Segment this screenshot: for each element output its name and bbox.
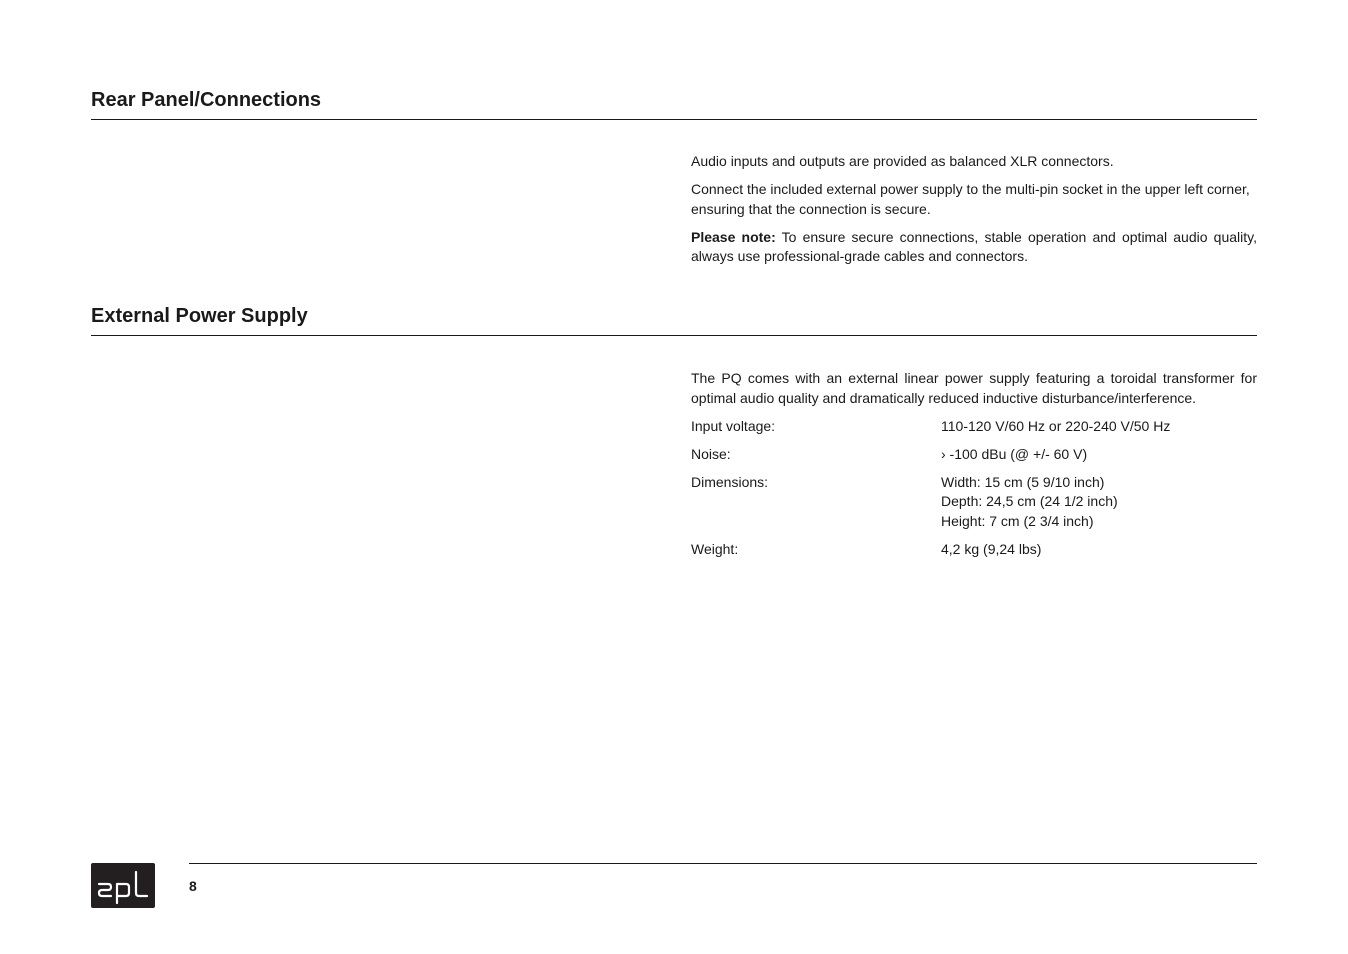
- paragraph-connectors: Audio inputs and outputs are provided as balanced XLR connectors.: [691, 153, 1114, 169]
- spec-row-weight: [691, 540, 1257, 560]
- page-number: 8: [189, 878, 197, 894]
- spec-value: [941, 473, 1257, 532]
- spec-row-dimensions: [691, 473, 1257, 532]
- spec-label: Dimensions:: [691, 473, 769, 490]
- section-title-rear-panel: Rear Panel/Connections: [91, 89, 322, 111]
- spec-value: [941, 540, 1257, 560]
- paragraph-power-connection: Connect the included external power supply to the multi-pin socket in the upper left corner, ensuring that the connection is secure.: [691, 181, 1250, 217]
- note-label: Please note:: [691, 228, 776, 245]
- power-supply-body: [691, 369, 1257, 568]
- paragraph-note: [691, 228, 1257, 267]
- spec-value-line: 4,2 kg (9,24 lbs): [941, 540, 1042, 557]
- spec-label: Noise:: [691, 445, 731, 462]
- spl-logo-icon: [91, 863, 155, 908]
- spec-value-line: Width: 15 cm (5 9/10 inch): [941, 473, 1105, 490]
- paragraph-power-intro: The PQ comes with an external linear power supply featuring a toroidal transformer for optimal audio quality and dramatically reduced inductive disturbance/interference.: [691, 370, 1257, 406]
- section-divider: [91, 335, 1257, 336]
- spec-value-line: › -100 dBu (@ +/- 60 V): [941, 445, 1088, 462]
- spec-value: [941, 417, 1257, 437]
- section-title-power-supply: External Power Supply: [91, 305, 308, 327]
- spec-label: Input voltage:: [691, 417, 776, 434]
- spec-label: Weight:: [691, 540, 739, 557]
- spec-row-noise: [691, 445, 1257, 465]
- note-text: To ensure secure connections, stable operation and optimal audio quality, always use professional-grade cables and connectors.: [691, 228, 1257, 264]
- rear-panel-body: [691, 152, 1257, 275]
- spec-value: [941, 445, 1257, 465]
- spec-value-line: Depth: 24,5 cm (24 1/2 inch): [941, 493, 1118, 509]
- spec-row-input-voltage: [691, 417, 1257, 437]
- footer-divider: [189, 863, 1257, 864]
- spec-value-line: Height: 7 cm (2 3/4 inch): [941, 512, 1094, 529]
- section-divider: [91, 119, 1257, 120]
- spec-value-line: 110-120 V/60 Hz or 220-240 V/50 Hz: [941, 417, 1171, 434]
